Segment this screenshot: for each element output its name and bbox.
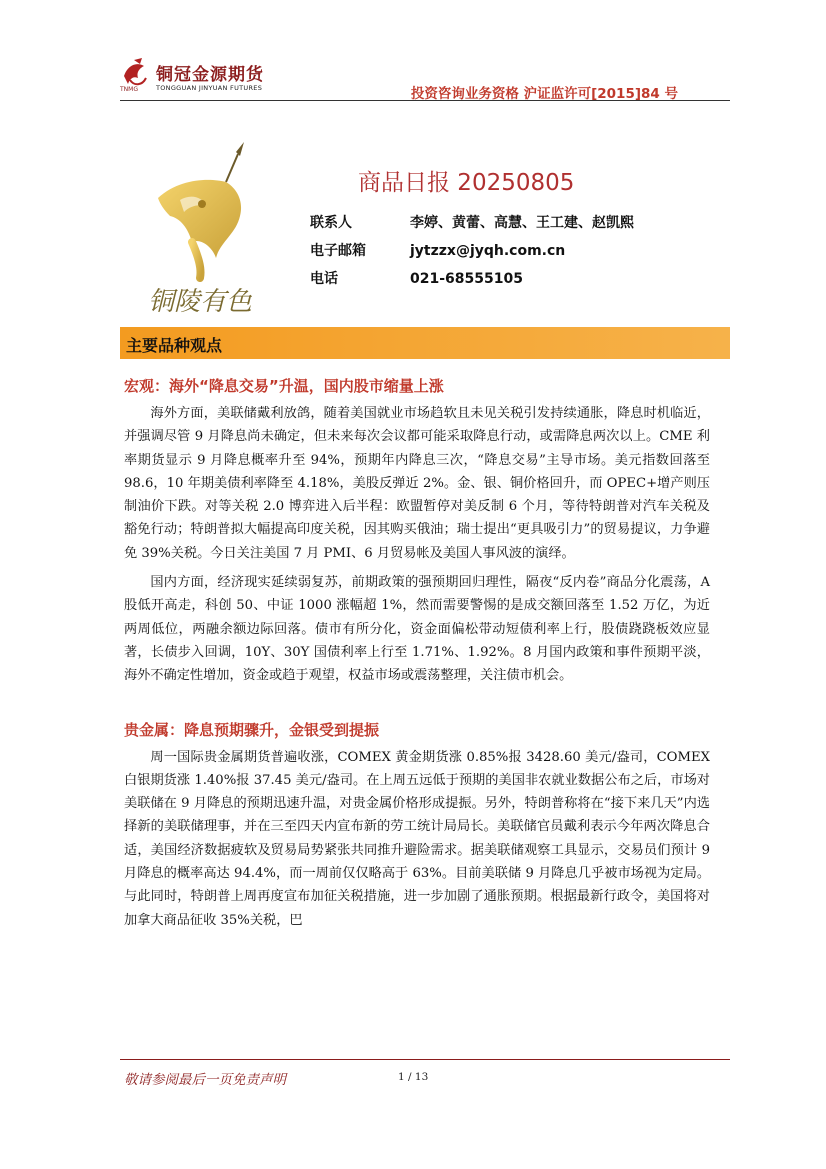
license-text: 投资咨询业务资格 沪证监许可[2015]84 号 <box>410 86 678 102</box>
main-content <box>124 376 710 932</box>
footer-disclaimer: 敬请参阅最后一页免责声明 <box>124 1072 286 1088</box>
logo-chinese-name: 铜冠金源期货 <box>156 65 264 85</box>
precious-metals-heading: 贵金属：降息预期骤升，金银受到提振 <box>124 720 380 739</box>
contact-email-row <box>310 240 565 260</box>
company-logo <box>120 56 270 96</box>
contact-person-value: 李婷、黄蕾、高慧、王工建、赵凯熙 <box>410 215 634 231</box>
logo-tnmg: TNMG <box>120 86 138 93</box>
emblem-caption: 铜陵有色 <box>148 287 253 317</box>
page-number: 1 / 13 <box>398 1071 429 1083</box>
contact-person-label: 联系人 <box>310 215 352 231</box>
section-spacer <box>124 688 710 708</box>
contact-person-row <box>310 212 634 232</box>
contact-phone-value: 021-68555105 <box>410 271 523 287</box>
contact-phone-label: 电话 <box>310 271 338 287</box>
section-title: 主要品种观点 <box>126 336 223 355</box>
golden-dragon-emblem-icon <box>140 138 280 318</box>
contact-email-label: 电子邮箱 <box>310 243 366 259</box>
contact-phone-row <box>310 268 523 288</box>
logo-english-name: TONGGUAN JINYUAN FUTURES <box>156 84 263 92</box>
precious-metals-paragraph: 周一国际贵金属期货普遍收涨，COMEX 黄金期货涨 0.85%报 3428.60 美元/盎司，COMEX 白银期货涨 1.40%报 37.45 美元/盎司。在上周五远低于预期的美国非农就业数据公布之后，市场对美联储在 9 月降息的预期迅速升温，对贵金属价格形成提振。另外，特朗普称将在“接下来几天”内选择新的美联储理事，并在三至四天内宣布新的劳工统计局局长。美联储官员戴利表示今年两次降息合适，美国经济数据疲软及贸易局势紧张共同推升避险需求。据美联储观察工具显示，交易员们预计 9 月降息的概率高达 94.4%，而一周前仅仅略高于 63%。目前美联储 9 月降息几乎被市场视为定局。与此同时，特朗普上周再度宣布加征关税措施，进一步加剧了通胀预期。根据最新行政令，美国将对加拿大商品征收 35%关税，巴 <box>124 749 710 928</box>
report-title: 商品日报 20250805 <box>358 170 575 196</box>
footer-divider <box>120 1059 730 1060</box>
macro-paragraph-overseas: 海外方面，美联储戴利放鸽，随着美国就业市场趋软且未见关税引发持续通胀，降息时机临近，并强调尽管 9 月降息尚未确定，但未来每次会议都可能采取降息行动，或需降息两次以上。CME 利率期货显示 9 月降息概率升至 94%，预期年内降息三次，“降息交易”主导市场。美元指数回落至 98.6，10 年期美债利率降至 4.18%，美股反弹近 2%。金、银、铜价格回升，而 OPEC+增产则压制油价下跌。对等关税 2.0 博弈进入后半程：欧盟暂停对美反制 6 个月，等待特朗普对汽车关税及豁免行动；特朗普拟大幅提高印度关税，因其购买俄油；瑞士提出“更具吸引力”的贸易提议，力争避免 39%关税。今日关注美国 7 月 PMI、6 月贸易帐及美国人事风波的演绎。 <box>124 406 710 561</box>
contact-email-value[interactable]: jytzzx@jyqh.com.cn <box>410 243 566 259</box>
macro-paragraph-domestic: 国内方面，经济现实延续弱复苏，前期政策的强预期回归理性，隔夜“反内卷”商品分化震荡，A 股低开高走，科创 50、中证 1000 涨幅超 1%，然而需要警惕的是成交额回落至 1.52 万亿，为近两周低位，两融余额边际回落。债市有所分化，资金面偏松带动短债利率上行，股债跷跷板效应显著，长债步入回调，10Y、30Y 国债利率上行至 1.71%、1.92%。8 月国内政策和事件预期平淡，海外不确定性增加，资金或趋于观望，权益市场或震荡整理，关注债市机会。 <box>124 575 710 684</box>
section-header-bar <box>120 327 730 359</box>
macro-heading: 宏观：海外“降息交易”升温，国内股市缩量上涨 <box>124 377 444 395</box>
header-divider <box>120 100 730 101</box>
